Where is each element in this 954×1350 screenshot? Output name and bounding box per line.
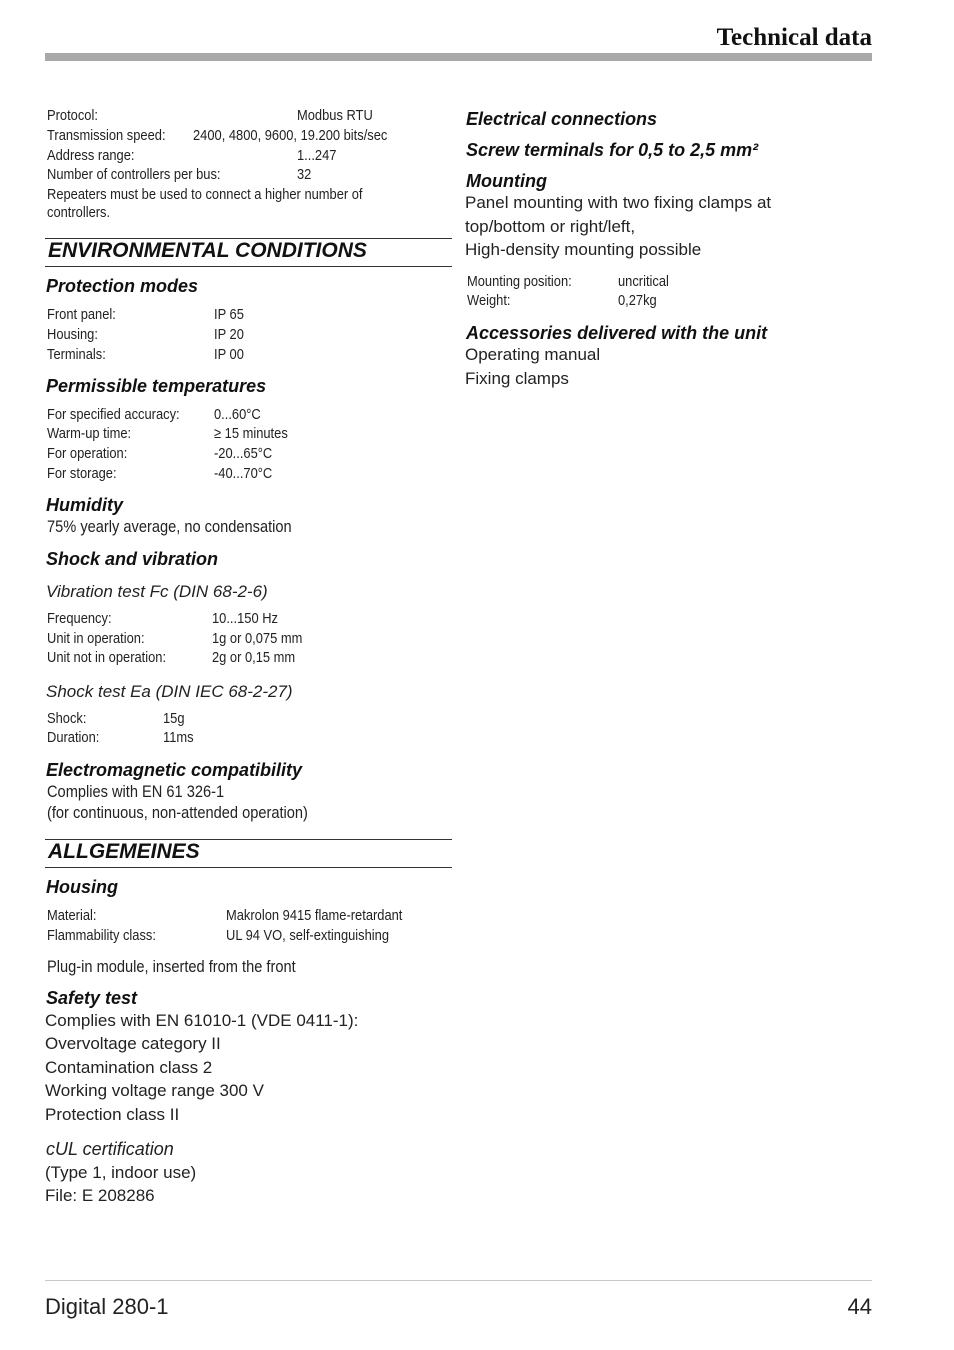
shock-label: Duration: — [47, 729, 100, 746]
shock-value: 15g — [163, 710, 185, 727]
heading-shock-test: Shock test Ea (DIN IEC 68-2-27) — [46, 682, 293, 701]
temperature-value: -20...65°C — [214, 445, 273, 462]
modbus-value-speed: 2400, 4800, 9600, 19.200 bits/sec — [193, 127, 388, 144]
modbus-label-controllers: Number of controllers per bus: — [47, 166, 221, 183]
shock-value: 11ms — [163, 729, 194, 746]
mounting-line: High-density mounting possible — [465, 240, 702, 259]
heading-cul-certification: cUL certification — [46, 1139, 174, 1159]
header-bar — [45, 53, 872, 61]
heading-safety-test: Safety test — [46, 988, 138, 1008]
heading-vibration-test: Vibration test Fc (DIN 68-2-6) — [46, 582, 268, 601]
protection-label: Terminals: — [47, 346, 106, 363]
heading-screw-terminals: Screw terminals for 0,5 to 2,5 mm² — [466, 140, 759, 160]
heading-housing: Housing — [46, 877, 118, 897]
heading-permissible-temperatures: Permissible temperatures — [46, 376, 267, 396]
temperature-value: ≥ 15 minutes — [214, 425, 288, 442]
heading-accessories: Accessories delivered with the unit — [466, 323, 768, 343]
safety-line: Working voltage range 300 V — [45, 1081, 264, 1100]
footer-product-name: Digital 280-1 — [45, 1294, 169, 1319]
footer-rule — [45, 1280, 872, 1281]
safety-line: Overvoltage category II — [45, 1034, 221, 1053]
footer-page-number: 44 — [847, 1294, 872, 1319]
mounting-value-position: uncritical — [618, 273, 669, 290]
safety-line: Contamination class 2 — [45, 1058, 213, 1077]
heading-protection-modes: Protection modes — [46, 276, 199, 296]
heading-electrical-connections: Electrical connections — [466, 109, 658, 129]
vibration-value: 10...150 Hz — [212, 610, 278, 627]
accessory-item: Fixing clamps — [465, 369, 569, 388]
housing-value: UL 94 VO, self-extinguishing — [226, 927, 390, 944]
heading-mounting: Mounting — [466, 171, 547, 191]
protection-value: IP 65 — [214, 306, 244, 323]
vibration-value: 2g or 0,15 mm — [212, 649, 296, 666]
section-bottom-rule — [45, 266, 452, 267]
modbus-value-controllers: 32 — [297, 166, 312, 183]
temperature-label: For storage: — [47, 465, 117, 482]
modbus-value-protocol: Modbus RTU — [297, 107, 373, 124]
mounting-label-weight: Weight: — [467, 292, 511, 309]
modbus-label-protocol: Protocol: — [47, 107, 98, 124]
vibration-label: Unit in operation: — [47, 630, 145, 647]
modbus-label-speed: Transmission speed: — [47, 127, 166, 144]
section-title-general: ALLGEMEINES — [48, 840, 200, 863]
housing-note: Plug-in module, inserted from the front — [47, 957, 296, 976]
housing-label: Flammability class: — [47, 927, 156, 944]
page-header-title: Technical data — [716, 24, 872, 51]
safety-line: Complies with EN 61010-1 (VDE 0411-1): — [45, 1011, 359, 1030]
section-title-environmental: ENVIRONMENTAL CONDITIONS — [48, 239, 367, 262]
heading-humidity: Humidity — [46, 495, 124, 515]
mounting-line: Panel mounting with two fixing clamps at — [465, 193, 772, 212]
mounting-value-weight: 0,27kg — [618, 292, 657, 309]
safety-line: Protection class II — [45, 1105, 180, 1124]
temperature-label: Warm-up time: — [47, 425, 132, 442]
protection-value: IP 00 — [214, 346, 244, 363]
cul-line2: File: E 208286 — [45, 1186, 155, 1205]
vibration-label: Unit not in operation: — [47, 649, 167, 666]
shock-label: Shock: — [47, 710, 87, 727]
modbus-note-line2: controllers. — [47, 204, 111, 221]
housing-value: Makrolon 9415 flame-retardant — [226, 907, 403, 924]
temperature-value: 0...60°C — [214, 406, 261, 423]
emc-line1: Complies with EN 61 326-1 — [47, 782, 225, 801]
heading-emc: Electromagnetic compatibility — [46, 760, 303, 780]
protection-label: Housing: — [47, 326, 98, 343]
mounting-label-position: Mounting position: — [467, 273, 572, 290]
accessory-item: Operating manual — [465, 345, 601, 364]
modbus-label-address: Address range: — [47, 147, 135, 164]
mounting-line: top/bottom or right/left, — [465, 217, 636, 236]
protection-value: IP 20 — [214, 326, 244, 343]
cul-line1: (Type 1, indoor use) — [45, 1163, 197, 1182]
vibration-value: 1g or 0,075 mm — [212, 630, 303, 647]
temperature-label: For operation: — [47, 445, 128, 462]
temperature-label: For specified accuracy: — [47, 406, 180, 423]
vibration-label: Frequency: — [47, 610, 112, 627]
temperature-value: -40...70°C — [214, 465, 273, 482]
housing-label: Material: — [47, 907, 97, 924]
emc-line2: (for continuous, non-attended operation) — [47, 803, 308, 822]
protection-label: Front panel: — [47, 306, 116, 323]
humidity-text: 75% yearly average, no condensation — [47, 517, 292, 536]
modbus-value-address: 1...247 — [297, 147, 337, 164]
heading-shock-vibration: Shock and vibration — [46, 549, 219, 569]
section-bottom-rule — [45, 867, 452, 868]
modbus-note-line1: Repeaters must be used to connect a higher number of — [47, 186, 363, 203]
